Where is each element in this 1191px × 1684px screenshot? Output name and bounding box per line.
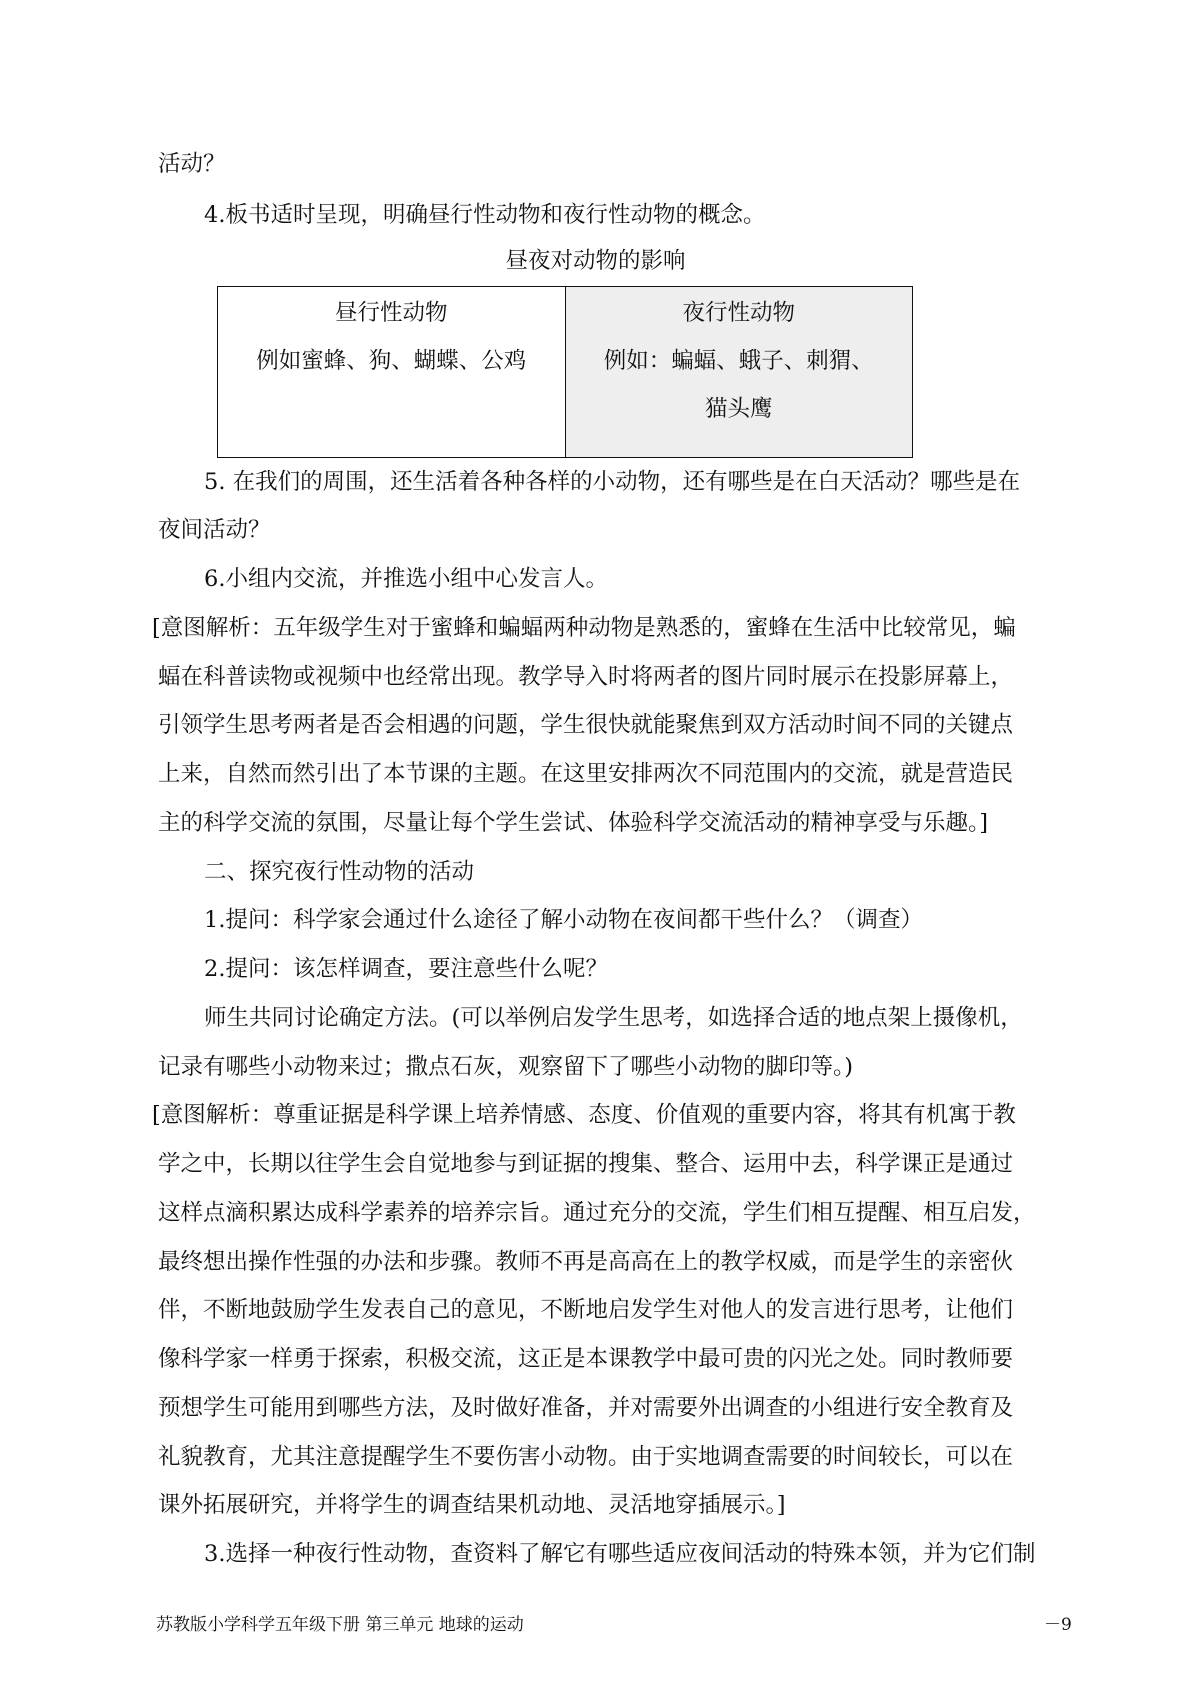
paragraph-line: 学之中，长期以往学生会自觉地参与到证据的搜集、整合、运用中去，科学课正是通过 [158, 1151, 1014, 1177]
paragraph-line: 3.选择一种夜行性动物，查资料了解它有哪些适应夜间活动的特殊本领，并为它们制 [204, 1541, 1036, 1567]
paragraph-line: 像科学家一样勇于探索，积极交流，这正是本课教学中最可贵的闪光之处。同时教师要 [158, 1346, 1014, 1372]
paragraph-line: 预想学生可能用到哪些方法，及时做好准备，并对需要外出调查的小组进行安全教育及 [158, 1395, 1014, 1421]
day-night-table [217, 286, 913, 458]
paragraph-line: 1.提问：科学家会通过什么途径了解小动物在夜间都干些什么？（调查） [204, 907, 923, 933]
day-animals-header: 昼行性动物 [334, 300, 448, 326]
paragraph-line: 记录有哪些小动物来过；撒点石灰，观察留下了哪些小动物的脚印等。) [158, 1054, 854, 1080]
table-caption: 昼夜对动物的影响 [505, 248, 686, 274]
section-heading: 二、探究夜行性动物的活动 [204, 859, 475, 885]
night-animals-header: 夜行性动物 [682, 300, 795, 326]
paragraph-line: 最终想出操作性强的办法和步骤。教师不再是高高在上的教学权威，而是学生的亲密伙 [158, 1249, 1014, 1275]
paragraph-line: 夜间活动？ [158, 517, 271, 543]
paragraph-line: 礼貌教育，尤其注意提醒学生不要伤害小动物。由于实地调查需要的时间较长，可以在 [158, 1444, 1014, 1470]
paragraph-line: 这样点滴积累达成科学素养的培养宗旨。通过充分的交流，学生们相互提醒、相互启发， [158, 1200, 1036, 1226]
day-animals-examples: 例如蜜蜂、狗、蝴蝶、公鸡 [256, 348, 527, 374]
paragraph-line: 2.提问：该怎样调查，要注意些什么呢？ [204, 956, 608, 982]
page-number: －9 [1044, 1615, 1072, 1635]
paragraph-line: 师生共同讨论确定方法。(可以举例启发学生思考，如选择合适的地点架上摄像机， [204, 1005, 1023, 1031]
paragraph-line: 引领学生思考两者是否会相遇的问题，学生很快就能聚焦到双方活动时间不同的关键点 [158, 712, 1014, 738]
footer-title: 苏教版小学科学五年级下册 第三单元 地球的运动 [156, 1615, 524, 1635]
paragraph-line: 伴，不断地鼓励学生发表自己的意见，不断地启发学生对他人的发言进行思考，让他们 [158, 1297, 1014, 1323]
paragraph-line: [意图解析：尊重证据是科学课上培养情感、态度、价值观的重要内容，将其有机寓于教 [152, 1102, 1016, 1128]
paragraph-line: 主的科学交流的氛围，尽量让每个学生尝试、体验科学交流活动的精神享受与乐趣。] [158, 810, 989, 836]
day-animals-cell [218, 287, 566, 458]
paragraph-line: 活动？ [158, 151, 226, 177]
paragraph-line: 上来，自然而然引出了本节课的主题。在这里安排两次不同范围内的交流，就是营造民 [158, 761, 1014, 787]
paragraph-line: [意图解析：五年级学生对于蜜蜂和蝙蝠两种动物是熟悉的，蜜蜂在生活中比较常见，蝙 [152, 615, 1016, 641]
paragraph-line: 6.小组内交流，并推选小组中心发言人。 [204, 566, 608, 592]
paragraph-line: 5. 在我们的周围，还生活着各种各样的小动物，还有哪些是在白天活动？哪些是在 [204, 469, 1021, 495]
paragraph-line: 课外拓展研究，并将学生的调查结果机动地、灵活地穿插展示。] [158, 1492, 786, 1518]
paragraph-line: 4.板书适时呈现，明确昼行性动物和夜行性动物的概念。 [204, 202, 766, 228]
night-animals-examples-cont: 猫头鹰 [704, 396, 773, 422]
night-animals-examples: 例如：蝙蝠、蛾子、刺猬、 [603, 348, 874, 374]
night-animals-cell [565, 287, 913, 458]
paragraph-line: 蝠在科普读物或视频中也经常出现。教学导入时将两者的图片同时展示在投影屏幕上， [158, 664, 1014, 690]
